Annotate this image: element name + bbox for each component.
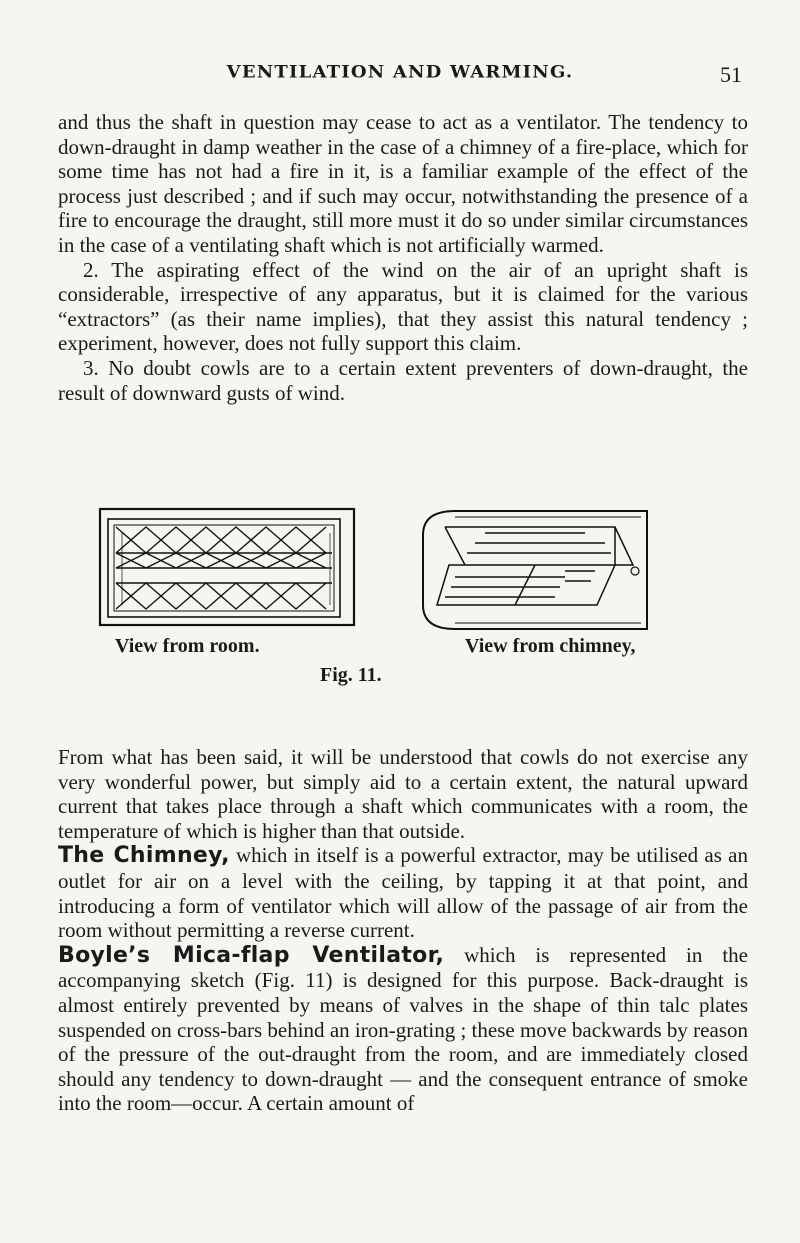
running-head: VENTILATION AND WARMING. (226, 62, 574, 83)
text-block-top (58, 110, 748, 405)
paragraph-cowls: From what has been said, it will be understood that cowls do not exercise any very wonderful power, but simply aid to a certain extent, the natural upward current that takes place through a shaft which communicates with a room, the temperature of which is higher than that outside. (58, 745, 748, 843)
figure-11 (90, 505, 690, 735)
chimney-heading: The Chimney, (58, 843, 230, 869)
caption-view-from-chimney: View from chimney, (465, 635, 636, 657)
chimney-body: which in itself is a powerful extractor, may be utilised as an outlet for air on a level with the ceiling, by tapping it at that point, and introducing a form of ventilator which will allow of the passage of air from the room without permitting a reverse current. (58, 843, 748, 943)
ventilator-room-view-drawing (98, 505, 358, 630)
caption-view-from-room: View from room. (115, 635, 260, 657)
boyle-heading: Boyle’s Mica-flap Ventilator, (58, 942, 445, 968)
paragraph-point-2: 2. The aspirating effect of the wind on the air of an upright shaft is considerable, irrespective of any apparatus, but it is claimed for the various “extractors” (as their name implies), that they assist this natural tendency ; experiment, however, does not fully support this claim. (58, 257, 748, 356)
paragraph-point-3: 3. No doubt cowls are to a certain extent preventers of down-draught, the result of downward gusts of wind. (58, 355, 748, 405)
paragraph-continuation: and thus the shaft in question may cease to act as a ventilator. The tendency to down-draught in damp weather in the case of a chimney of a fire-place, which for some time has not had a fire in it, is a familiar example of the effect of the process just described ; and if such may occur, notwithstanding the presence of a fire to encourage the draught, still more must it do so under similar circumstances in the case of a ventilating shaft which is not artificially warmed. (58, 110, 748, 257)
page-header (0, 62, 800, 92)
ventilator-chimney-view-drawing (415, 505, 665, 635)
page-number: 51 (720, 62, 742, 87)
text-block-bottom (58, 745, 748, 1116)
figure-label: Fig. 11. (320, 664, 382, 686)
paragraph-boyle (58, 943, 748, 1116)
paragraph-chimney (58, 843, 748, 942)
boyle-body: which is represented in the accompanying sketch (Fig. 11) is designed for this purpose. Back-draught is almost entirely prevented by means of valves in the shape of thin talc plates suspended on cross-bars behind an iron-grating ; these move backwards by reason of the pressure of the out-draught from the room, and are immediately closed should any tendency to down-draught — and the consequent entrance of smoke into the room—occur. A certain amount of (58, 942, 748, 1116)
